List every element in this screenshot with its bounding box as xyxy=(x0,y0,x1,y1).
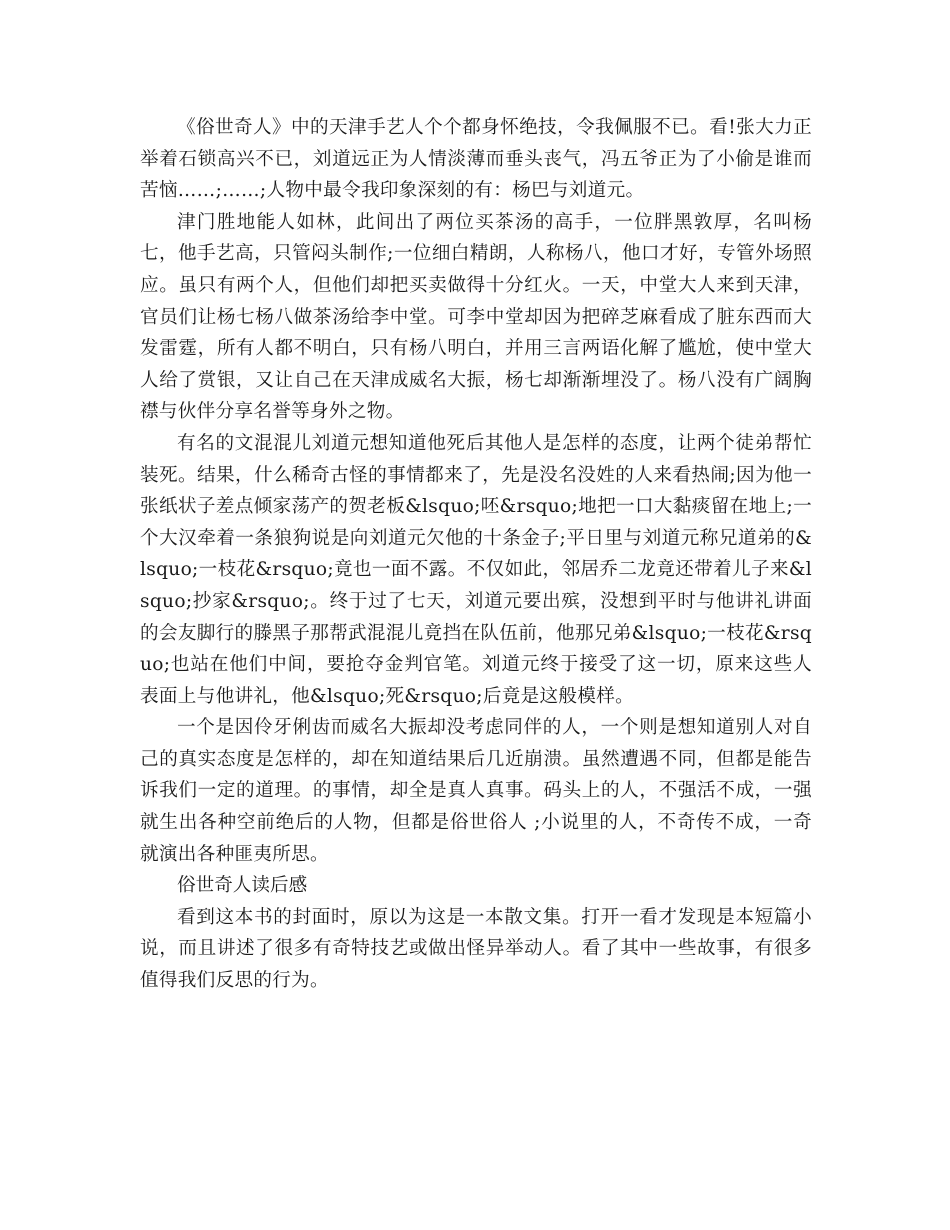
section-heading: 俗世奇人读后感 xyxy=(177,875,308,897)
paragraph-intro: 《俗世奇人》中的天津手艺人个个都身怀绝技，令我佩服不已。看!张大力正举着石锁高兴不已，刘道远正为人情淡薄而垂头丧气，冯五爷正为了小偷是谁而苦恼……;……;人物中最令我印象深刻的有：杨巴与刘道元。 xyxy=(140,117,812,202)
paragraph-book-cover: 看到这本书的封面时，原以为这是一本散文集。打开一看才发现是本短篇小说，而且讲述了很多有奇特技艺或做出怪异举动人。看了其中一些故事，有很多值得我们反思的行为。 xyxy=(140,906,812,992)
paragraph-yang-ba: 津门胜地能人如林，此间出了两位买茶汤的高手，一位胖黑敦厚，名叫杨七，他手艺高，只管闷头制作;一位细白精朗，人称杨八，他口才好，专管外场照应。虽只有两个人，但他们却把买卖做得十分红火。一天，中堂大人来到天津，官员们让杨七杨八做茶汤给李中堂。可李中堂却因为把碎芝麻看成了脏东西而大发雷霆，所有人都不明白，只有杨八明白，并用三言两语化解了尴尬，使中堂大人给了赏银，又让自己在天津成威名大振，杨七却渐渐埋没了。杨八没有广阔胸襟与伙伴分享名誉等身外之物。 xyxy=(140,211,812,423)
document-page xyxy=(140,112,812,997)
paragraph-liu-daoyuan: 有名的文混混儿刘道元想知道他死后其他人是怎样的态度，让两个徒弟帮忙装死。结果，什么稀奇古怪的事情都来了，先是没名没姓的人来看热闹;因为他一张纸状子差点倾家荡产的贺老板&lsquo;呸&rsquo;地把一口大黏痰留在地上;一个大汉牵着一条狼狗说是向刘道元欠他的十条金子;平日里与刘道元称兄道弟的&lsquo;一枝花&rsquo;竟也一面不露。不仅如此，邻居乔二龙竟还带着儿子来&lsquo;抄家&rsquo;。终于过了七天，刘道元要出殡，没想到平时与他讲礼讲面的会友脚行的滕黑子那帮武混混儿竟挡在队伍前，他那兄弟&lsquo;一枝花&rsquo;也站在他们中间，要抢夺金判官笔。刘道元终于接受了这一切，原来这些人表面上与他讲礼，他&lsquo;死&rsquo;后竟是这般模样。 xyxy=(140,432,812,707)
paragraph-reflection: 一个是因伶牙俐齿而威名大振却没考虑同伴的人，一个则是想知道别人对自己的真实态度是怎样的，却在知道结果后几近崩溃。虽然遭遇不同，但都是能告诉我们一定的道理。的事情，却全是真人真事。码头上的人，不强活不成，一强就生出各种空前绝后的人物，但都是俗世俗人 ;小说里的人，不奇传不成，一奇就演出各种匪夷所思。 xyxy=(140,717,812,865)
